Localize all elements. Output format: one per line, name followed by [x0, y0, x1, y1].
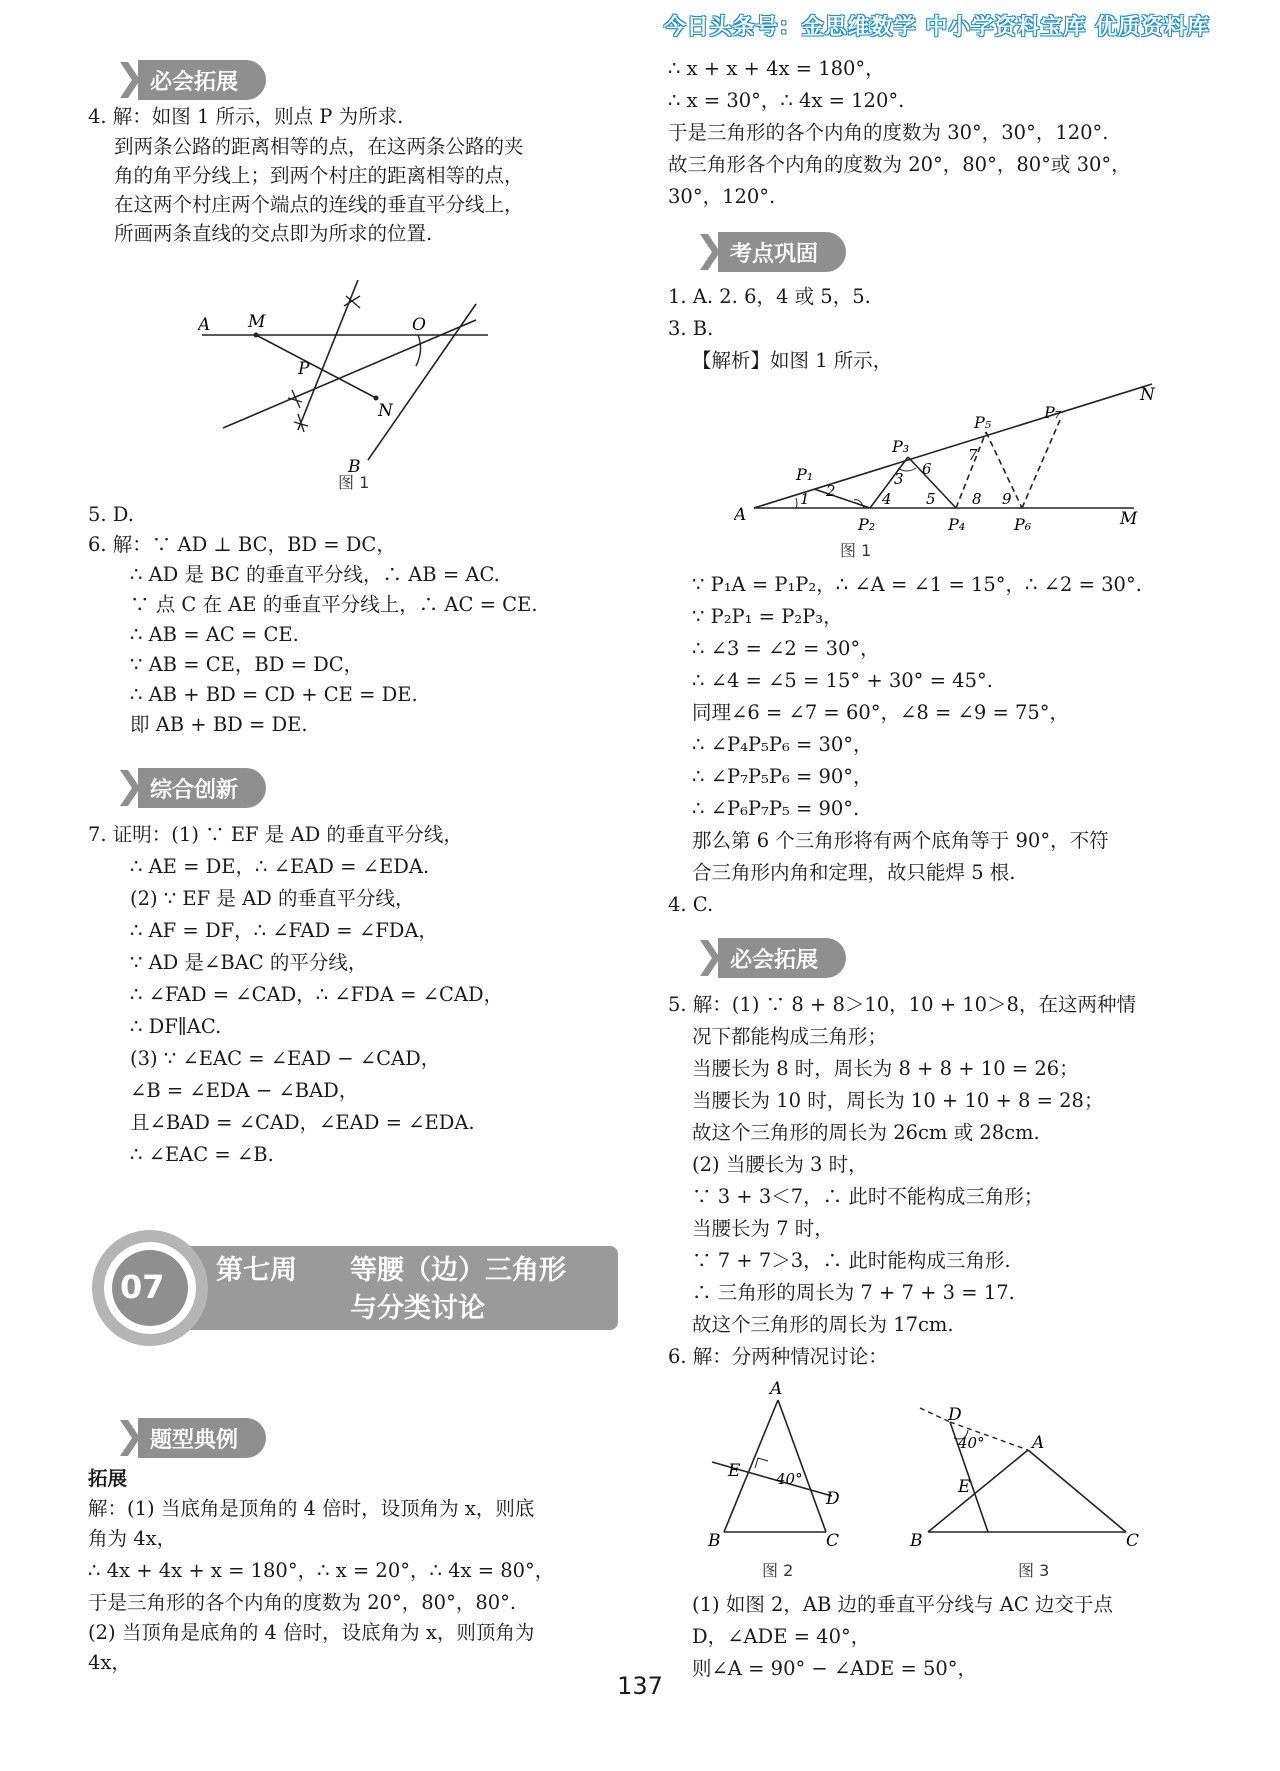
- fig1r-a4: 4: [882, 490, 892, 508]
- top-line: ∴ x = 30°，∴ 4x = 120°.: [668, 89, 905, 112]
- figure-1-right: [734, 380, 1164, 535]
- label-N: N: [378, 401, 393, 421]
- q5-right-line: (2) 当腰长为 3 时，: [692, 1153, 868, 1176]
- answer-line: 【解析】如图 1 所示，: [692, 349, 893, 372]
- figure-1-right-caption: 图 1: [840, 541, 872, 560]
- q6-line: ∴ AB = AC = CE.: [130, 623, 299, 646]
- banner-kaodian: [696, 232, 846, 272]
- chapter-number: 07: [120, 1268, 165, 1306]
- expand-line: (2) 当顶角是底角的 4 倍时，设底角为 x，则顶角为: [88, 1621, 535, 1644]
- page-number: 137: [617, 1672, 663, 1700]
- q7-line: 7. 证明：(1) ∵ EF 是 AD 的垂直平分线，: [88, 823, 463, 846]
- sol3-line: ∴ ∠P₆P₇P₅ = 90°.: [692, 797, 860, 820]
- fig3-A: A: [1032, 1433, 1045, 1453]
- q6-line: ∴ AB + BD = CD + CE = DE.: [130, 683, 418, 706]
- q4-line: 4. 解：如图 1 所示，则点 P 为所求.: [88, 105, 404, 128]
- watermark: 今日头条号：金思维数学 中小学资料宝库 优质资料库: [663, 15, 1210, 40]
- chapter-title-2: 与分类讨论: [350, 1293, 485, 1324]
- chapter-title-1: 等腰（边）三角形: [350, 1255, 566, 1286]
- sol3-line: ∴ ∠P₄P₅P₆ = 30°，: [692, 733, 873, 756]
- q7-line: (2) ∵ EF 是 AD 的垂直平分线，: [130, 887, 415, 910]
- fig1r-A: A: [734, 505, 747, 525]
- banner-zonghe: [116, 768, 266, 808]
- top-line: 于是三角形的各个内角的度数为 30°，30°，120°.: [668, 121, 1109, 144]
- q6-line: ∵ AB = CE，BD = DC，: [130, 653, 364, 676]
- q6b-line: 则∠A = 90° − ∠ADE = 50°，: [692, 1657, 978, 1680]
- sol3-line: ∴ ∠3 = ∠2 = 30°，: [692, 637, 880, 660]
- q5-right-line: 况下都能构成三角形；: [692, 1025, 888, 1048]
- fig2-angle: 40°: [776, 1470, 803, 1488]
- banner-label: 题型典例: [138, 1418, 266, 1458]
- fig1r-N: N: [1140, 385, 1155, 405]
- q4-line: 角的角平分线上；到两个村庄的距离相等的点，: [114, 164, 524, 187]
- banner-bihui-1: [116, 60, 266, 100]
- q5-right-line: ∵ 3 + 3＜7，∴ 此时不能构成三角形；: [692, 1185, 1044, 1208]
- fig2-A: A: [770, 1380, 783, 1399]
- q5-right-line: 5. 解：(1) ∵ 8 + 8＞10，10 + 10＞8，在这两种情: [668, 993, 1136, 1016]
- chapter-banner: [88, 1228, 618, 1338]
- fig1r-a8: 8: [972, 490, 982, 508]
- figure-1-caption: 图 1: [338, 473, 370, 492]
- fig1r-P2: P₂: [858, 515, 876, 534]
- fig3-angle: 40°: [958, 1434, 985, 1452]
- q7-line: ∴ ∠EAC = ∠B.: [130, 1143, 274, 1166]
- label-A: A: [198, 315, 211, 335]
- expand-heading: 拓展: [88, 1467, 128, 1490]
- q5-right-line: 当腰长为 8 时，周长为 8 + 8 + 10 = 26；: [692, 1057, 1079, 1080]
- q5-right-line: ∴ 三角形的周长为 7 + 7 + 3 = 17.: [692, 1281, 1015, 1304]
- fig2-C: C: [826, 1531, 840, 1551]
- fig3-B: B: [910, 1531, 923, 1551]
- fig1r-a5: 5: [926, 490, 936, 508]
- q5-right-line: ∵ 7 + 7＞3，∴ 此时能构成三角形.: [692, 1249, 1011, 1272]
- top-line: 30°，120°.: [668, 185, 776, 208]
- sol3-line: 同理∠6 = ∠7 = 60°，∠8 = ∠9 = 75°，: [692, 701, 1070, 724]
- label-B: B: [348, 457, 361, 477]
- q7-line: 且∠BAD = ∠CAD，∠EAD = ∠EDA.: [130, 1111, 475, 1134]
- top-line: 故三角形各个内角的度数为 20°，80°，80°或 30°，: [668, 153, 1131, 176]
- q6b-line: (1) 如图 2，AB 边的垂直平分线与 AC 边交于点: [692, 1593, 1113, 1616]
- q6-line: 6. 解：∵ AD ⊥ BC，BD = DC，: [88, 533, 396, 556]
- fig1r-a3: 3: [894, 470, 904, 488]
- q7-line: ∴ ∠FAD = ∠CAD，∴ ∠FDA = ∠CAD，: [130, 983, 504, 1006]
- q7-line: ∵ AD 是∠BAC 的平分线，: [130, 951, 368, 974]
- fig2-D: D: [826, 1489, 840, 1509]
- sol3-line: 合三角形内角和定理，故只能焊 5 根.: [692, 861, 1016, 884]
- fig1r-P1: P₁: [796, 465, 814, 484]
- expand-line: 4x，: [88, 1651, 131, 1674]
- fig2-E: E: [728, 1461, 741, 1481]
- q7-line: ∴ DF∥AC.: [130, 1015, 222, 1038]
- q4-line: 在这两个村庄两个端点的连线的垂直平分线上，: [114, 193, 524, 216]
- sol3-line: ∴ ∠P₇P₅P₆ = 90°，: [692, 765, 873, 788]
- top-line: ∴ x + x + 4x = 180°，: [668, 57, 885, 80]
- fig1r-a1: 1: [800, 490, 810, 508]
- expand-line: ∴ 4x + 4x + x = 180°，∴ x = 20°，∴ 4x = 80°，: [88, 1559, 555, 1582]
- figure-2-caption: 图 2: [762, 1561, 794, 1580]
- label-O: O: [412, 315, 426, 335]
- q7-line: ∴ AE = DE，∴ ∠EAD = ∠EDA.: [130, 855, 430, 878]
- fig1r-M: M: [1120, 509, 1138, 529]
- fig1r-P5: P₅: [974, 413, 992, 432]
- q5-right-line: 故这个三角形的周长为 17cm.: [692, 1313, 954, 1336]
- answer-line: 1. A. 2. 6，4 或 5，5.: [668, 285, 871, 308]
- sol3-line: ∵ P₂P₁ = P₂P₃，: [692, 605, 843, 628]
- fig1r-P3: P₃: [892, 437, 910, 456]
- q6b-line: D，∠ADE = 40°，: [692, 1625, 871, 1648]
- fig3-E: E: [958, 1477, 971, 1497]
- figure-2: [698, 1380, 878, 1560]
- q7-line: ∠B = ∠EDA − ∠BAD，: [130, 1079, 359, 1102]
- q4-line: 到两条公路的距离相等的点，在这两条公路的夹: [114, 135, 524, 158]
- q5-right-line: 当腰长为 10 时，周长为 10 + 10 + 8 = 28；: [692, 1089, 1104, 1112]
- fig1r-a2: 2: [826, 482, 836, 500]
- expand-line: 角为 4x，: [88, 1527, 177, 1550]
- banner-bihui-2: [696, 938, 846, 978]
- fig1r-a9: 9: [1002, 490, 1012, 508]
- banner-tixing: [116, 1418, 266, 1458]
- fig2-B: B: [708, 1531, 721, 1551]
- banner-label: 必会拓展: [138, 60, 266, 100]
- fig3-C: C: [1126, 1531, 1140, 1551]
- sol3-line: ∵ P₁A = P₁P₂，∴ ∠A = ∠1 = 15°，∴ ∠2 = 30°.: [692, 573, 1142, 596]
- q6-line: ∵ 点 C 在 AE 的垂直平分线上，∴ AC = CE.: [130, 593, 538, 616]
- fig3-D: D: [948, 1405, 962, 1425]
- q6-line: 即 AB + BD = DE.: [130, 713, 308, 736]
- expand-line: 解：(1) 当底角是顶角的 4 倍时，设顶角为 x，则底: [88, 1497, 535, 1520]
- fig1r-P7: P₇: [1044, 403, 1062, 422]
- sol3-line: 那么第 6 个三角形将有两个底角等于 90°，不符: [692, 829, 1109, 852]
- expand-line: 于是三角形的各个内角的度数为 20°，80°，80°.: [88, 1591, 517, 1614]
- fig1r-a7: 7: [968, 446, 978, 464]
- figure-3: [908, 1380, 1158, 1560]
- q5-line: 5. D.: [88, 503, 134, 526]
- banner-label: 综合创新: [138, 768, 266, 808]
- fig1r-P6: P₆: [1014, 515, 1032, 534]
- chapter-week: 第七周: [216, 1255, 297, 1286]
- fig1r-a6: 6: [922, 460, 932, 478]
- label-P: P: [298, 359, 310, 379]
- q4-right: 4. C.: [668, 893, 714, 916]
- q6-right: 6. 解：分两种情况讨论：: [668, 1345, 888, 1368]
- answer-line: 3. B.: [668, 317, 714, 340]
- q7-line: ∴ AF = DF，∴ ∠FAD = ∠FDA，: [130, 919, 438, 942]
- q6-line: ∴ AD 是 BC 的垂直平分线，∴ AB = AC.: [130, 563, 500, 586]
- figure-1-left: [198, 280, 518, 480]
- fig1r-P4: P₄: [948, 515, 966, 534]
- q5-right-line: 故这个三角形的周长为 26cm 或 28cm.: [692, 1121, 1040, 1144]
- q4-line: 所画两条直线的交点即为所求的位置.: [114, 222, 433, 245]
- banner-label: 考点巩固: [718, 232, 846, 272]
- label-M: M: [248, 312, 266, 332]
- sol3-line: ∴ ∠4 = ∠5 = 15° + 30° = 45°.: [692, 669, 993, 692]
- q5-right-line: 当腰长为 7 时，: [692, 1217, 834, 1240]
- figure-3-caption: 图 3: [1018, 1561, 1050, 1580]
- banner-label: 必会拓展: [718, 938, 846, 978]
- q7-line: (3) ∵ ∠EAC = ∠EAD − ∠CAD，: [130, 1047, 441, 1070]
